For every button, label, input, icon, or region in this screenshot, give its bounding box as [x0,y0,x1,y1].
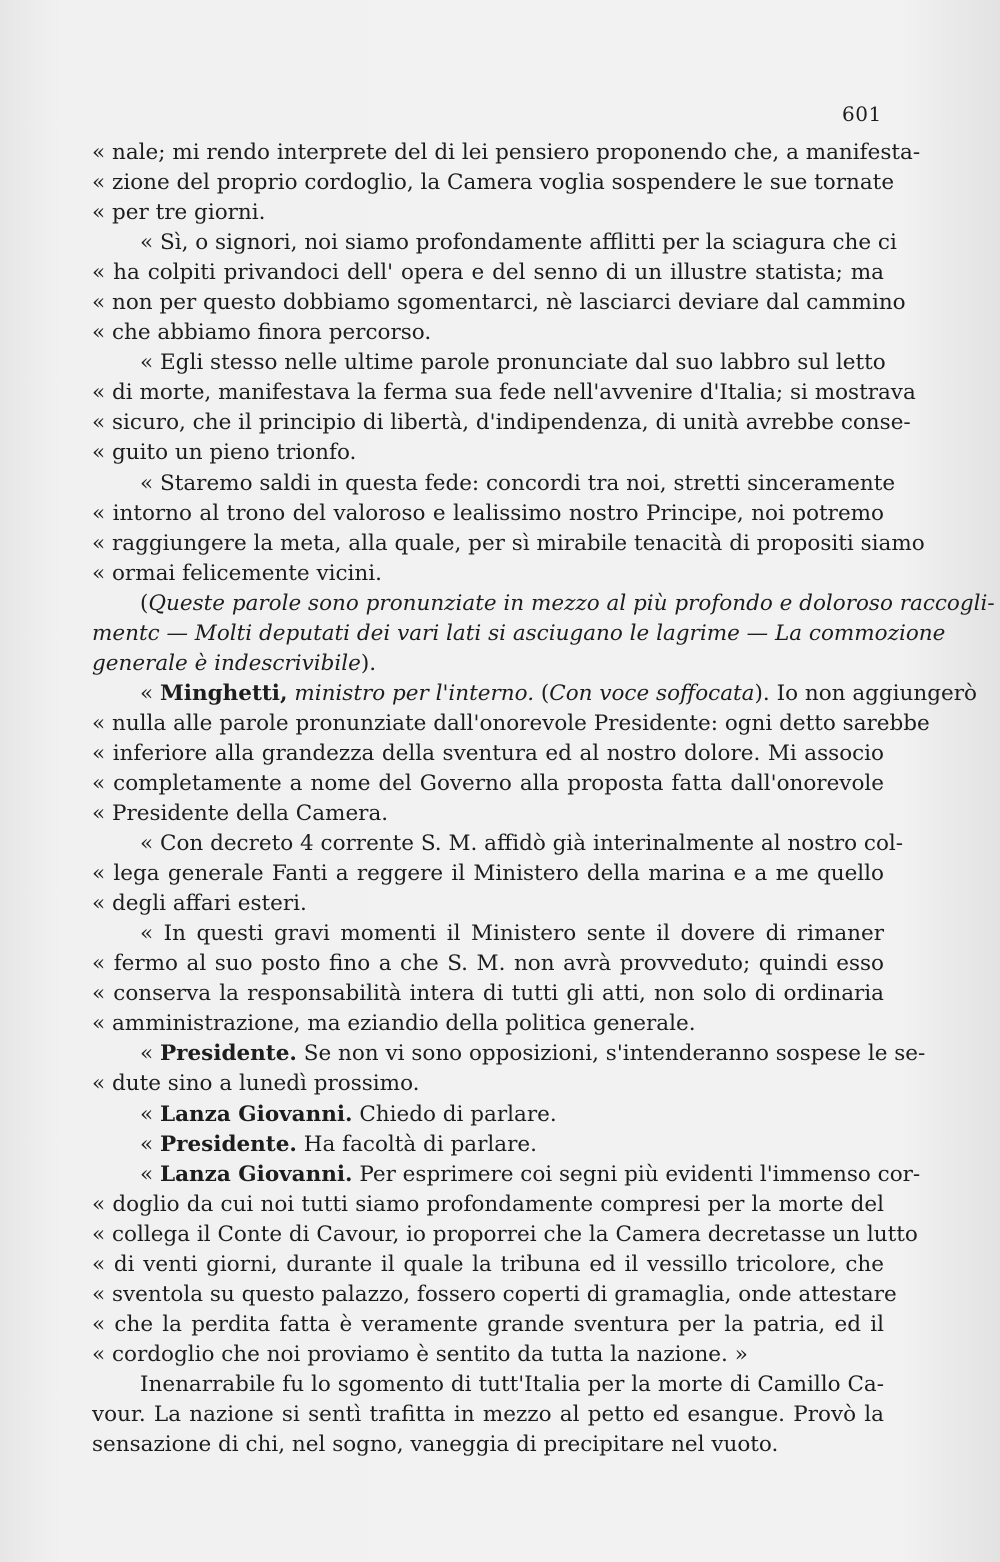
text-segment: « degli affari esteri. [92,891,307,917]
text-segment: « guito un pieno trionfo. [92,440,357,466]
text-line [92,378,916,408]
text-segment: « fermo al suo posto fino a che S. M. non avrà provveduto; quindi esso [92,951,884,977]
speaker-name: Lanza Giovanni. [160,1101,353,1127]
text-line [92,1100,884,1130]
text-line [92,348,884,378]
text-segment: « dute sino a lunedì prossimo. [92,1071,420,1097]
text-line [92,198,884,228]
text-line [92,859,884,889]
italic-text: Con voce soffocata [549,680,755,706]
text-segment: « inferiore alla grandezza della sventura ed al nostro dolore. Mi associo [92,740,884,766]
text-segment: « raggiungere la meta, alla quale, per sì mirabile tenacità di propositi siamo [92,530,925,556]
italic-text: ministro per l'interno. [294,680,535,706]
text-line [92,1160,921,1190]
text-segment: « doglio da cui noi tutti siamo profondamente compresi per la morte del [92,1191,884,1217]
text-line [92,1400,884,1430]
text-line [92,889,884,919]
text-line [92,529,925,559]
text-line [92,1130,884,1160]
text-segment: « zione del proprio cordoglio, la Camera voglia sospendere le sue tornate [92,170,895,196]
text-segment: « non per questo dobbiamo sgomentarci, nè lasciarci deviare dal cammino [92,290,906,316]
text-segment: Inenarrabile fu lo sgomento di tutt'Italia per la morte di Camillo Ca- [140,1371,884,1397]
text-segment: « cordoglio che noi proviamo è sentito da tutta la nazione. » [92,1341,748,1367]
speaker-name: Lanza Giovanni. [160,1161,353,1187]
text-segment: « di morte, manifestava la ferma sua fede nell'avvenire d'Italia; si mostrava [92,380,916,406]
text-line [92,589,995,619]
text-segment: « nulla alle parole pronunziate dall'onorevole Presidente: ogni detto sarebbe [92,710,930,736]
text-segment: « collega il Conte di Cavour, io proporrei che la Camera decretasse un lutto [92,1221,918,1247]
body-text [92,138,995,1460]
text-segment: « Presidente della Camera. [92,801,389,827]
text-segment: « lega generale Fanti a reggere il Ministero della marina e a me quello [92,861,884,887]
text-segment: « sicuro, che il principio di libertà, d'indipendenza, di unità avrebbe conse- [92,410,911,436]
text-segment: « conserva la responsabilità intera di tutti gli atti, non solo di ordinaria [92,981,884,1007]
text-line [92,438,884,468]
text-line [92,559,884,589]
text-segment: « [140,1131,160,1157]
text-segment: ( [140,590,149,616]
text-segment: vour. La nazione si sentì trafitta in mezzo al petto ed esangue. Provò la [92,1401,884,1427]
text-segment: sensazione di chi, nel sogno, vaneggia di precipitare nel vuoto. [92,1432,779,1458]
text-line [92,619,946,649]
italic-text: mentc — Molti deputati dei vari lati si asciugano le lagrime — La commozione [92,620,946,646]
text-line [92,949,884,979]
speaker-name: Presidente. [160,1041,297,1067]
text-line [92,1069,884,1099]
text-line [92,829,904,859]
text-segment: ). [360,650,377,676]
text-segment: ). Io non aggiungerò [754,680,977,706]
text-line [92,1009,884,1039]
speaker-name: Minghetti, [160,680,288,706]
text-segment: ( [534,680,550,706]
italic-text: generale è indescrivibile [92,650,361,676]
text-line [92,1190,884,1220]
text-line [92,168,895,198]
text-segment: « intorno al trono del valoroso e lealissimo nostro Principe, noi potremo [92,500,884,526]
text-line [92,649,884,679]
text-segment: « Con decreto 4 corrente S. M. affidò già interinalmente al nostro col- [140,831,904,857]
text-segment: « ha colpiti privandoci dell' opera e del senno di un illustre statista; ma [92,260,884,286]
text-line [92,288,906,318]
text-line [92,499,884,529]
italic-text: Queste parole sono pronunziate in mezzo al più profondo e doloroso raccogli- [148,590,995,616]
text-line [92,799,884,829]
text-line [92,1340,884,1370]
text-line [92,1280,897,1310]
text-segment: « [140,1041,160,1067]
text-segment: Ha facoltà di parlare. [296,1131,537,1157]
text-segment: « per tre giorni. [92,200,266,226]
text-segment: « di venti giorni, durante il quale la tribuna ed il vessillo tricolore, che [92,1251,884,1277]
text-segment: « che la perdita fatta è veramente grande sventura per la patria, ed il [92,1311,884,1337]
text-line [92,1039,926,1069]
text-segment: Per esprimere coi segni più evidenti l'immenso cor- [352,1161,921,1187]
text-line [92,769,884,799]
text-segment: « completamente a nome del Governo alla proposta fatta dall'onorevole [92,770,884,796]
text-segment: « sventola su questo palazzo, fossero coperti di gramaglia, onde attestare [92,1281,897,1307]
text-line [92,228,897,258]
text-segment: « amministrazione, ma eziandio della politica generale. [92,1011,696,1037]
text-line [92,408,911,438]
text-line [92,1430,884,1460]
text-segment: Se non vi sono opposizioni, s'intenderanno sospese le se- [296,1041,926,1067]
text-segment: « In questi gravi momenti il Ministero sente il dovere di rimaner [140,921,884,947]
text-line [92,739,884,769]
text-segment: « [140,1101,160,1127]
text-line [92,318,884,348]
text-line [92,1220,918,1250]
text-line [92,258,884,288]
text-segment: « Sì, o signori, noi siamo profondamente afflitti per la sciagura che ci [140,230,897,256]
text-line [92,469,896,499]
text-line [92,138,921,168]
text-segment: « nale; mi rendo interprete del di lei pensiero proponendo che, a manifesta- [92,140,921,165]
text-line [92,709,930,739]
speaker-name: Presidente. [160,1131,297,1157]
text-segment: « che abbiamo finora percorso. [92,320,432,346]
page-number: 601 [842,102,882,126]
text-line [92,679,977,709]
text-segment: « [140,1161,160,1187]
text-segment: Chiedo di parlare. [352,1101,557,1127]
text-line [92,979,884,1009]
text-line [92,919,884,949]
text-line [92,1370,884,1400]
text-line [92,1250,884,1280]
text-segment: « ormai felicemente vicini. [92,560,382,586]
text-segment: « [140,680,160,706]
text-segment: « Egli stesso nelle ultime parole pronunciate dal suo labbro sul letto [140,350,886,376]
text-line [92,1310,884,1340]
text-segment: « Staremo saldi in questa fede: concordi tra noi, stretti sinceramente [140,470,896,496]
